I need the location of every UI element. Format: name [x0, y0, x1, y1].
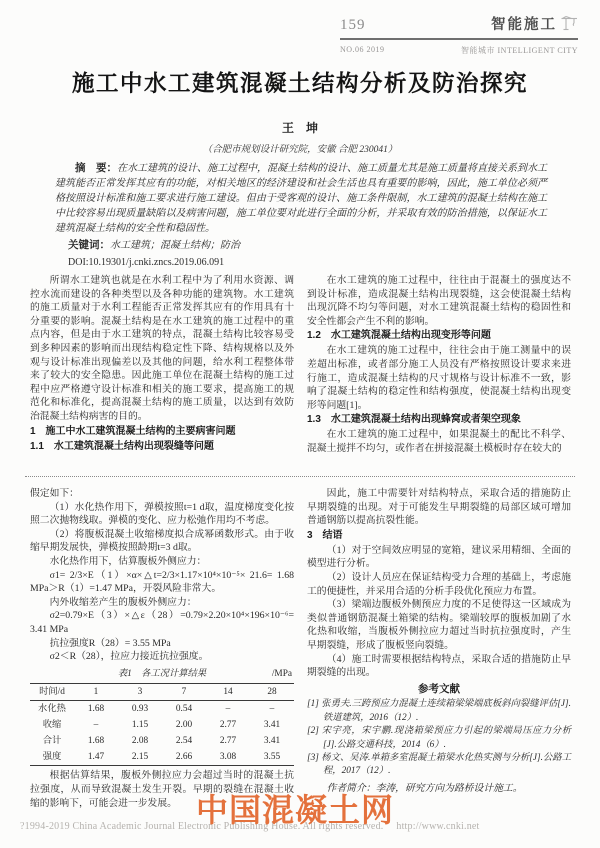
reference-3: [3] 杨文、吴涛.单箱多室混凝土箱梁水化热实测与分析[J].公路工程，2017（12）. — [307, 752, 571, 777]
reference-1: [1] 张勇夫.三跨预应力混凝土连续箱梁梁端底板斜向裂缝评估[J].铁道建筑，2016（12）. — [307, 699, 571, 723]
table-cell: 3.55 — [263, 752, 281, 763]
table-header-cell: 3 — [118, 684, 162, 701]
section-1-1-heading: 1.1 水工建筑混凝土结构出现裂缝等问题 — [30, 440, 214, 452]
table-cell: 收缩 — [42, 720, 62, 731]
table-cell: 2.66 — [175, 752, 193, 763]
table-cell: 2.77 — [219, 736, 237, 747]
masthead-bottom-row — [340, 45, 578, 56]
section-1-heading: 1 施工中水工建筑混凝土结构的主要病害问题 — [30, 425, 236, 437]
table-header-cell: 7 — [162, 684, 206, 701]
table-caption: 表1 各工况计算结果 — [117, 668, 207, 679]
keywords-line — [55, 238, 547, 253]
right-column-continued — [307, 487, 571, 795]
abstract-paragraph — [55, 161, 547, 236]
table-cell: 0.54 — [175, 704, 193, 715]
author-bio: 作者简介：李涛，研究方向为路桥设计施工。 — [326, 782, 523, 794]
hydration-stress-intro: 水化热作用下，估算腹板外侧应力： — [49, 555, 207, 567]
left-column-continued — [30, 487, 294, 810]
table-row — [30, 717, 294, 733]
formula-sigma2: σ2=0.79×E（3）×△ε（28）=0.79×2.20×10⁴×196×10⁻⁶= 3.41 MPa — [30, 610, 294, 635]
results-table — [30, 683, 294, 766]
assumption-2: （2）将腹板混凝土收缩梯度拟合成幂函数形式。由于收缩早期发展快，弹模按照龄期t=3 d取。 — [30, 528, 294, 554]
keywords-text: 水工建筑；混凝土结构；防治 — [110, 240, 240, 251]
table-cell: 强度 — [42, 752, 62, 763]
right-column-top — [307, 274, 571, 474]
journal-subtitle: 智能城市 INTELLIGENT CITY — [461, 46, 578, 55]
table-cell: 1.68 — [87, 736, 105, 747]
section-1-3-paragraph: 在水工建筑的施工过程中，如果混凝土的配比不科学、混凝土搅拌不均匀，或作者在拼接混凝土模板时存在较大的 — [307, 429, 571, 454]
section-1-1-paragraph: 在水工建筑的施工过程中，往往由于混凝土的强度达不到设计标准，造成混凝土结构出现裂缝，这会使混凝土结构出现沉降不均匀等问题，对水工建筑混凝土结构的稳固性和安全性都会产生不利的影响。 — [307, 275, 571, 327]
assumption-intro: 假定如下： — [30, 488, 79, 499]
table-cell: 3.41 — [263, 736, 281, 747]
table-caption-row — [30, 668, 294, 682]
author-affiliation: （合肥市规划设计研究院，安徽 合肥 230041） — [202, 145, 398, 155]
abstract-label: 摘 要： — [75, 162, 117, 174]
table-row — [30, 749, 294, 766]
table-cell: 2.77 — [219, 720, 237, 731]
masthead-top-row — [340, 13, 578, 34]
table-cell: 2.00 — [175, 720, 193, 731]
header-rule — [340, 38, 578, 40]
section-3-heading: 3 结语 — [307, 529, 343, 541]
table-cell: 2.08 — [131, 736, 149, 747]
table-unit: /MPa — [271, 668, 292, 679]
table-cell: 1.47 — [87, 752, 105, 763]
journal-name: 智能施工 — [491, 17, 557, 33]
table-cell: 合计 — [42, 736, 62, 747]
table-cell: – — [269, 704, 275, 715]
doi: DOI:10.19301/j.cnki.zncs.2019.06.091 — [68, 257, 225, 268]
stress-comparison-line: σ2＜R（28），拉应力接近抗拉强度。 — [49, 651, 209, 663]
table-cell: 3.08 — [219, 752, 237, 763]
estimation-conclusion: 根据估算结果，腹板外侧拉应力会超过当时的混凝土抗拉强度，从而导致混凝土发生开裂。早期的裂缝在混凝土收缩的影响下，可能会进一步发展。 — [30, 770, 294, 809]
table-cell: – — [225, 704, 231, 715]
page-header — [340, 13, 578, 56]
tensile-strength-line: 抗拉强度R（28）= 3.55 MPa — [49, 637, 171, 649]
conclusion-3: （3）梁端边腹板外侧预应力度的不足使得这一区域成为类似普通钢筋混凝土箱梁的结构。梁端较厚的腹板加剧了水化热和收缩，当腹板外侧拉应力超过当时抗拉强度时，产生早期裂缝，形成了腹板竖向裂缝。 — [307, 599, 571, 651]
page-number: 159 — [340, 17, 366, 33]
section-1-2-heading: 1.2 水工建筑混凝土结构出现变形等问题 — [307, 330, 491, 342]
abstract-block — [55, 161, 547, 270]
references-heading: 参考文献 — [418, 682, 460, 695]
table-header-cell: 1 — [74, 684, 118, 701]
conclusion-1: （1）对于空间效应明显的宽箱，建议采用精细、全面的模型进行分析。 — [307, 544, 571, 570]
table-cell: 2.54 — [175, 736, 193, 747]
journal-logo — [491, 13, 578, 34]
measures-paragraph: 因此，施工中需要针对结构特点，采取合适的措施防止早期裂缝的出现。对于可能发生早期裂缝的局部区域可增加普通钢筋以提高抗裂性能。 — [307, 488, 571, 527]
table-cell: 1.68 — [87, 704, 105, 715]
table-cell: 水化热 — [38, 704, 66, 715]
table-header-cell: 时间/d — [30, 684, 74, 701]
tower-crane-icon — [561, 16, 578, 31]
keywords-label: 关键词： — [68, 239, 110, 251]
intro-paragraph: 所谓水工建筑也就是在水利工程中为了利用水资源、调控水流而建设的各种类型以及各种功能的建筑物。水工建筑的施工质量对于水利工程能否正常发挥其应有的作用具有十分重要的影响。混凝土结构是在水工建筑的施工过程中的重点内容，但是由于水工建筑的特点，混凝土结构比较容易受到多种因素的影响而出现结构稳定性下降、结构规格以及外观与设计标准出现偏差以及其他的问题，给水利工程整体带来了较大的安全隐患。因此施工单位在混凝土结构的施工过程中应严格遵守设计标准和相关的施工要求，提高施工的规范化和标准化，提高混凝土结构的施工质量，以达到有效防治混凝土结构病害的目的。 — [30, 275, 294, 422]
article-author: 王 坤 — [281, 121, 318, 135]
left-column-top — [30, 274, 294, 474]
table-cell: 1.15 — [131, 720, 149, 731]
section-1-2-paragraph: 在水工建筑的施工过程中，往往会由于施工测量中的误差超出标准，或者部分施工人员没有严格按照设计要求来进行施工，造成混凝土结构的尺寸规格与设计标准不一致，影响了混凝土结构的稳定性和结构强度，使混凝土结构出现变形等问题[1]。 — [307, 345, 571, 411]
formula-sigma1: σ1= 2/3×E（1）×α×△t=2/3×1.17×10⁴×10⁻⁵× 21.6= 1.68 MPa＞R（1）=1.47 MPa，开裂风险非常大。 — [30, 569, 294, 595]
shrinkage-stress-intro: 内外收缩差产生的腹板外侧应力： — [49, 596, 197, 608]
table-header-cell: 14 — [206, 684, 250, 701]
reference-2: [2] 宋宇亮，宋宇鹏.现浇箱梁预应力引起的梁端局压应力分析 [J].公路交通科技，2014（6）. — [307, 726, 571, 750]
article-separator — [25, 476, 575, 477]
cnki-footer: ?1994-2019 China Academic Journal Electronic Publishing House. All rights reserved. http://www.cnki.net — [20, 821, 480, 832]
table-header-cell: 28 — [250, 684, 294, 701]
table-cell: 3.41 — [263, 720, 281, 731]
assumption-1: （1）水化热作用下，弹模按照t=1 d取，温度梯度变化按照二次抛物线取。弹模的变化、应力松弛作用均不考虑。 — [30, 501, 294, 527]
table-cell: 0.93 — [131, 704, 149, 715]
table-row — [30, 701, 294, 718]
conclusion-4: （4）施工时需要根据结构特点，采取合适的措施防止早期裂缝的出现。 — [307, 653, 571, 679]
abstract-text: 在水工建筑的设计、施工过程中，混凝土结构的设计、施工质量尤其是施工质量将直接关系到水工建筑能否正常发挥其应有的功能，对相关地区的经济建设和社会生活也具有重要的影响，因此，施工单位必须严格按照设计标准和施工要求进行施工建设。但由于受客观的设计、施工条件限制，水工建筑的混凝土结构在施工中比较容易出现质量缺陷以及病害问题，施工单位要对此进行全面的分析，并采取有效的防治措施，以保证水工建筑混凝土结构的安全性和稳固性。 — [55, 163, 547, 234]
cnki-watermark: 中国混凝土网 — [196, 792, 395, 828]
section-1-3-heading: 1.3 水工建筑混凝土结构出现蜂窝或者架空现象 — [307, 414, 521, 426]
issue-number: NO.06 2019 — [340, 45, 385, 54]
table-cell: – — [93, 720, 99, 731]
article-title: 施工中水工建筑混凝土结构分析及防治探究 — [71, 71, 528, 96]
table-row — [30, 733, 294, 749]
table-cell: 2.15 — [131, 752, 149, 763]
conclusion-2: （2）设计人员应在保证结构受力合理的基础上，考虑施工的便捷性，并采用合适的分析手段优化预应力布置。 — [307, 571, 571, 597]
table-header-row — [30, 684, 294, 701]
